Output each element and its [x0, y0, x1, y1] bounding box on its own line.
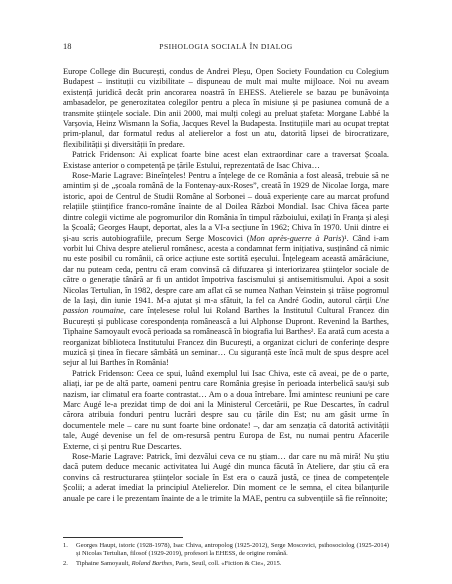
paragraph-lagrave-1: Rose-Marie Lagrave: Bineînțeles! Pentru a înțelege de ce România a fost aleasă, trebuie să ne amintim și de „școala română de la Fontenay-aux-Roses”, creată în 1929 de Nicolae Iorga, mare istoric, apoi de Centrul de Studii Române al Sorbonei – două experiențe care au marcat profund relațiile științifice franco-române înainte de al Doilea Război Mondial. Isac Chiva făcea parte dintre colegii victime ale pogromurilor din România în timpul războiului, exilați în Franța și aleși la Școală; Georges Haupt, deportat, ales la a VI-a secțiune în 1962; Chiva în 1970. Unii dintre ei și-au scris autobiografiile, precum Serge Moscovici (Mon après-guerre à Paris)¹. Când i-am vorbit lui Chiva despre atelierul românesc, acesta a condamnat ferm inițiativa, susținând că nimic nu este posibil cu românii, că orice acțiune este sortită eșecului. Înțelegeam această amărăciune, dar nu puteam ceda, pentru că eram convinsă că difuzarea și interiorizarea științelor sociale de către o generație tânără ar fi un antidot împotriva fascismului și antisemitismului. Apoi a sosit Nicolas Tertulian, în 1982, despre care am aflat că se numea Nathan Veinstein și trăise pogromul de la Iași, din iunie 1941. M-a ajutat și m-a sfătuit, la fel ca André Godin, autorul cărții Une passion roumaine, care înțelesese rolul lui Roland Barthes la Institutul Cultural Francez din București și publicase corespondența românească a lui Alphonse Dupront. Revenind la Barthes, Tiphaine Samoyault evocă perioada sa românească în biografia lui Barthes². Ea arată cum acesta a reorganizat biblioteca Institutului Francez din București, a organizat cicluri de conferințe despre muzică și ținea în fiecare sâmbătă un seminar… Cu siguranță este încă mult de spus despre acel sejur al lui Barthes în România!	[63, 171, 389, 368]
footnote-text: Tiphaine Samoyault, Roland Barthes, Paris, Seuil, coll. «Fiction & Cie», 2015.	[76, 559, 282, 567]
page-header	[63, 41, 389, 55]
running-title: PSIHOLOGIA SOCIALĂ ÎN DIALOG	[159, 42, 293, 51]
paragraph-fridenson-1: Patrick Fridenson: Ai explicat foarte bine acest elan extraordinar care a traversat Școala. Existase anterior o competență pe țările Estului, reprezentată de Isac Chiva…	[63, 150, 389, 170]
page-number: 18	[63, 42, 72, 51]
footnote-separator	[63, 537, 183, 538]
footnote-1	[63, 542, 389, 558]
footnote-text: Georges Haupt, istoric (1928-1978), Isac Chiva, antropolog (1925-2012), Serge Moscovici, psihosociolog (1925-2014) și Nicolas Tertulian, filosof (1929-2019), profesori la EHESS, de origine română.	[76, 542, 389, 558]
paragraph-continuation: Europe College din București, condus de Andrei Pleșu, Open Society Foundation cu Colegium Budapest – instituții cu vizibilitate – dispuneau de mult mai multe mijloace. Noi nu aveam existență juridică decât prin ancorarea noastră în EHESS. Atelierele se bazau pe bunăvoința ambasadelor, pe generozitatea colegilor pentru a pleca în misiune și pe pasiunea comună de a transmite științele sociale. Din anii 2000, mai mulți colegi au preluat ștafeta: Morgane Labbé la Varșovia, Heinz Wismann la Sofia, Jacques Revel la Budapesta. Instituțiile mari au ocupat treptat prim-planul, dar formatul redus al atelierelor a fost un atu, datorită lipsei de birocratizare, flexibilității și diversității în predare.	[63, 67, 389, 149]
body-text	[63, 67, 389, 504]
footnote-2	[63, 560, 389, 568]
footnotes	[63, 542, 389, 570]
paragraph-fridenson-2: Patrick Fridenson: Ceea ce spui, luând exemplul lui Isac Chiva, este că aveai, pe de o parte, aliați, iar pe de altă parte, oameni pentru care România greșise în perioada interbelică sau/și sub nazism, iar climatul era foarte contrastat… Am o a doua întrebare. Îmi amintesc reuniuni pe care Marc Augé le-a prezidat timp de doi ani la Ministerul Cercetării, pe Rue Descartes, în cadrul cărora atribuia fonduri pentru lucrări despre sau cu țările din Est; nu am găsit urme în documentele mele – care nu sunt foarte bine ordonate! –, dar am senzația că datorită activității tale, Augé devenise un fel de om-resursă pentru Europa de Est, nu numai pentru Afacerile Externe, ci și pentru Rue Descartes.	[63, 368, 389, 451]
paragraph-lagrave-2: Rose-Marie Lagrave: Patrick, îmi dezvălui ceva ce nu știam… dar care nu mă miră! Nu știu dacă putem deduce mecanic activitatea lui Augé din munca făcută în Ateliere, dar știu că era convins că restructurarea științelor sociale în Est era o cauză justă, ce ținea de competențele Școlii; a aderat imediat la principiul Atelierelor. Din moment ce le semna, el citea bilanțurile anuale pe care i le prezentam înainte de a le trimite la MAE, pentru ca subvențiile să fie reînnoite;	[63, 452, 389, 503]
footnote-number: 2.	[63, 559, 68, 567]
footnote-number: 1.	[63, 542, 68, 549]
